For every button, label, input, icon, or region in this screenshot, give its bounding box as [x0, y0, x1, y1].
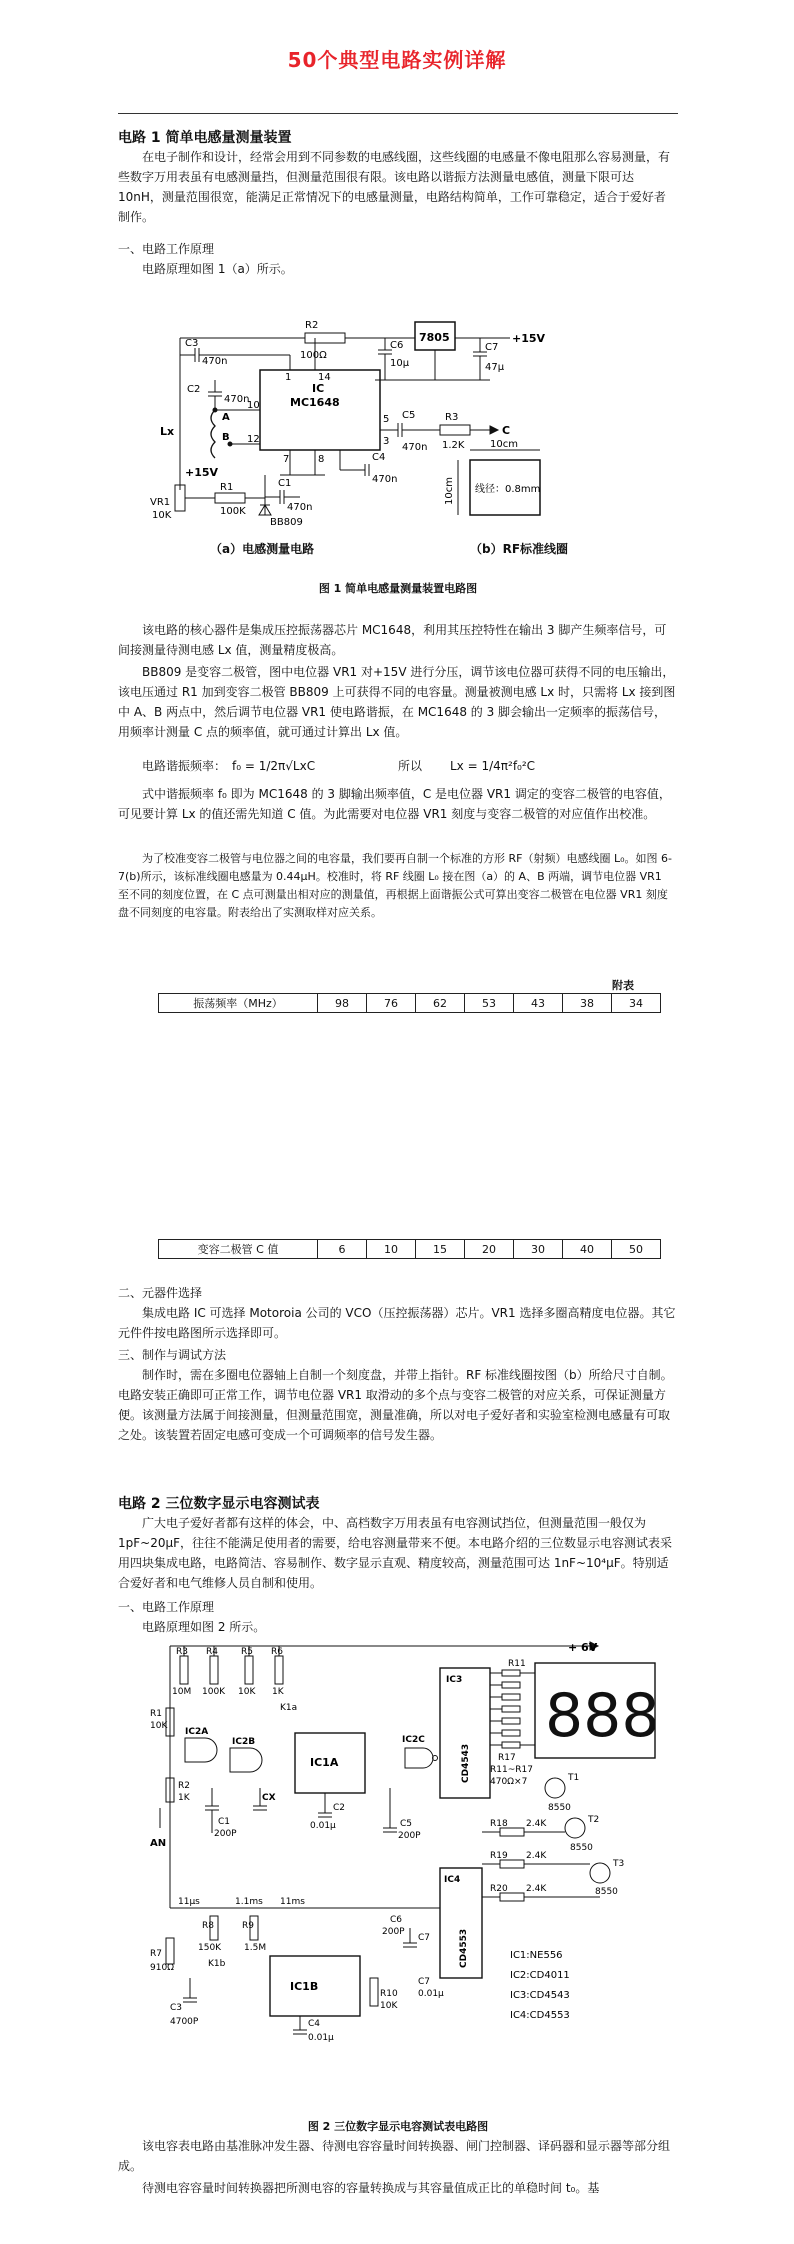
- fig2-r4-value: 100K: [202, 1687, 226, 1697]
- circuit-2-paragraph-2: 待测电容容量时间转换器把所测电容的容量转换成与其容量值成正比的单稳时间 t₀。基: [142, 2181, 600, 2195]
- fig2-r2-value: 1K: [178, 1793, 190, 1803]
- fig2-r3-value: 10M: [172, 1687, 192, 1697]
- table-cell: 34: [612, 994, 661, 1013]
- table-cell: 10: [367, 1240, 416, 1259]
- table-cell: 76: [367, 994, 416, 1013]
- fig2-r9-value: 1.5M: [244, 1943, 267, 1953]
- fig2-r6-label: R6: [271, 1647, 283, 1657]
- table-cell: 50: [612, 1240, 661, 1259]
- fig2-t1-label: T1: [568, 1773, 580, 1783]
- fig1-dim-width: 10cm: [490, 439, 518, 450]
- fig2-t3-label: T3: [613, 1859, 625, 1869]
- fig2-c1-label: C1: [218, 1817, 231, 1827]
- fig2-time-1-1ms: 1.1ms: [235, 1897, 263, 1907]
- fig2-ic3-label: IC3: [446, 1675, 463, 1685]
- table-cell: 振荡频率（MHz）: [159, 994, 318, 1013]
- fig2-r10-value: 10K: [380, 2001, 398, 2011]
- fig1-vr1-value: 10K: [152, 510, 172, 521]
- circuit-1-paragraph-2: BB809 是变容二极管，图中电位器 VR1 对+15V 进行分压，调节该电位器可获得不同的电压输出，该电压通过 R1 加到变容二极管 BB809 上可获得不同的电容量。测量被测电感 Lx 时，只需将 Lx 接到图中 A、B 两点中，然后调节电位器 VR1 使电路谐振，在 MC1648 的 3 脚会输出一定频率的振荡信号，用频率计测量 C 点的频率值，就可通过计算出 Lx 值。: [118, 665, 676, 739]
- circuit-1-intro: 在电子制作和设计，经常会用到不同参数的电感线圈，这些线圈的电感量不像电阻那么容易测量，有些数字万用表虽有电感测量挡，但测量范围很有限。该电路以谐振方法测量电感值，测量下限可达 10nH，测量范围很宽，能满足正常情况下的电感量测量，电路结构简单，工作可靠稳定，适合于爱好者制作。: [118, 150, 671, 224]
- fig1-dim-height: 10cm: [444, 477, 455, 505]
- fig1-lx-label: Lx: [160, 425, 175, 438]
- fig1-c7-label: C7: [485, 342, 499, 353]
- circuit-1-paragraph-6: 制作时，需在多圈电位器轴上自制一个刻度盘，并带上指针。RF 标准线圈按图（b）所给尺寸自制。电路安装正确即可正常工作，调节电位器 VR1 取滑动的多个点与变容二极管的对应关系，可保证测量方便。该测量方法属于间接测量，但测量范围宽，测量准确，所以对电子爱好者和实验室检测电感量有可取之处。该装置若固定电感可变成一个可调频率的信号发生器。: [118, 1368, 673, 1442]
- fig2-r11-label: R11: [508, 1659, 526, 1669]
- fig2-c6-label: C6: [390, 1915, 403, 1925]
- figure-2-caption: 图 2 三位数字显示电容测试表电路图: [307, 2120, 489, 2133]
- table-cell: 38: [563, 994, 612, 1013]
- fig1-pin10: 10: [247, 400, 260, 411]
- fig1-plus15v-top: +15V: [512, 332, 546, 345]
- fig2-r3-label: R3: [176, 1647, 188, 1657]
- figure-1b-label: （b）RF标准线圈: [470, 542, 569, 556]
- fig2-c7-value: 0.01μ: [418, 1989, 444, 1999]
- fig2-cx-label: CX: [262, 1793, 276, 1803]
- fig1-r3-label: R3: [445, 412, 459, 423]
- fig2-c7-label-bottom: C7: [418, 1977, 431, 1987]
- fig1-c6-label: C6: [390, 340, 404, 351]
- fig1-pin8: 8: [318, 454, 325, 465]
- fig2-c1-value: 200P: [214, 1829, 237, 1839]
- fig2-r5-label: R5: [241, 1647, 253, 1657]
- circuit-1-paragraph-1: 该电路的核心器件是集成压控振荡器芯片 MC1648，利用其压控特性在输出 3 脚产生频率信号，可间接测量待测电感 Lx 值，测量精度极高。: [118, 623, 667, 657]
- fig2-ic3-name: CD4543: [461, 1743, 471, 1783]
- circuit-1-paragraph-5: 集成电路 IC 可选择 Motoroia 公司的 VCO（压控振荡器）芯片。VR1 选择多圈高精度电位器。其它元件件按电路图所示选择即可。: [118, 1306, 676, 1340]
- fig1-point-a: A: [222, 412, 230, 423]
- fig1-r2-value: 100Ω: [300, 350, 327, 361]
- fig1-c2-value: 470n: [224, 394, 250, 405]
- fig2-r20-label: R20: [490, 1884, 508, 1894]
- fig2-r18-label: R18: [490, 1819, 508, 1829]
- fig1-pin14: 14: [318, 372, 331, 383]
- formula-label: 电路谐振频率：: [142, 759, 227, 773]
- table-cell: 98: [318, 994, 367, 1013]
- circuit-1-paragraph-3: 式中谐振频率 f₀ 即为 MC1648 的 3 脚输出频率值，C 是电位器 VR1 调定的变容二极管的电容值，可见要计算 Lx 的值还需先知道 C 值。为此需要对电位器 VR1 刻度与变容二极管的对应值作出校准。: [118, 787, 671, 821]
- fig2-t3-value: 8550: [595, 1887, 618, 1897]
- fig1-point-c: C: [502, 424, 511, 437]
- fig1-point-b: B: [222, 432, 230, 443]
- fig1-r2-label: R2: [305, 320, 319, 331]
- fig2-ic2b-label: IC2B: [232, 1737, 256, 1747]
- fig1-r1-value: 100K: [220, 506, 246, 517]
- fig2-ic1a-label: IC1A: [310, 1756, 339, 1769]
- fig2-ic4-name: CD4553: [459, 1928, 469, 1968]
- fig1-vr1-label: VR1: [150, 497, 171, 508]
- fig2-c6-value: 200P: [382, 1927, 405, 1937]
- fig2-ic2a-label: IC2A: [185, 1727, 209, 1737]
- frequency-table-row: [158, 993, 661, 1013]
- circuit-2-section-principle: 一、电路工作原理: [118, 1600, 215, 1614]
- fig2-r11-r17-label: R11~R17: [490, 1765, 533, 1775]
- fig2-ic2c-label: IC2C: [402, 1735, 425, 1745]
- fig2-t1-value: 8550: [548, 1803, 571, 1813]
- fig1-c3-label: C3: [185, 338, 199, 349]
- fig1-pin12: 12: [247, 434, 260, 445]
- fig2-r7-value: 910Ω: [150, 1963, 175, 1973]
- fig2-legend-ic2: IC2:CD4011: [510, 1970, 570, 1981]
- fig2-time-11ms: 11ms: [280, 1897, 305, 1907]
- fig1-plus15v-bottom: +15V: [185, 466, 219, 479]
- fig2-r19-value: 2.4K: [526, 1851, 547, 1861]
- fig1-c3-value: 470n: [202, 356, 228, 367]
- formula-resonance: f₀ = 1/2π√LxC: [232, 759, 316, 773]
- fig2-c5-value: 200P: [398, 1831, 421, 1841]
- formula-so: 所以: [398, 759, 423, 773]
- fig2-r8-value: 150K: [198, 1943, 222, 1953]
- fig2-c4-value: 0.01μ: [308, 2033, 334, 2043]
- fig2-r18-value: 2.4K: [526, 1819, 547, 1829]
- circuit-1-heading: 电路 1 简单电感量测量装置: [118, 130, 292, 146]
- document-title: 50个典型电路实例详解: [287, 48, 507, 72]
- table-cell: 40: [563, 1240, 612, 1259]
- fig1-pin5: 5: [383, 414, 390, 425]
- fig2-r4-label: R4: [206, 1647, 218, 1657]
- fig2-c7-label: C7: [418, 1933, 431, 1943]
- fig2-k1a-label: K1a: [280, 1703, 298, 1713]
- circuit-2-intro: 广大电子爱好者都有这样的体会，中、高档数字万用表虽有电容测试挡位，但测量范围一般仅为 1pF~20μF，往往不能满足使用者的需要，给电容测量带来不便。本电路介绍的三位数显示电容测试表采用四块集成电路，电路简洁、容易制作、数字显示直观、精度较高，测量范围可达 1nF~10⁴μF。特别适合爱好者和电气维修人员自制和使用。: [118, 1516, 673, 1590]
- fig2-r9-label: R9: [242, 1921, 254, 1931]
- circuit-1-figure-ref: 电路原理如图 1（a）所示。: [142, 262, 293, 276]
- table-cell: 53: [465, 994, 514, 1013]
- figure-2-capacitance-meter-circuit: [150, 1638, 670, 2048]
- fig2-r10-label: R10: [380, 1989, 398, 1999]
- title-divider: [118, 113, 678, 114]
- fig1-bb809-label: BB809: [270, 517, 303, 528]
- fig1-regulator-7805: 7805: [419, 331, 450, 344]
- fig2-r5-value: 10K: [238, 1687, 256, 1697]
- fig2-r19-label: R19: [490, 1851, 508, 1861]
- fig1-c2-label: C2: [187, 384, 201, 395]
- table-cell: 变容二极管 C 值: [159, 1240, 318, 1259]
- fig1-c1-label: C1: [278, 478, 292, 489]
- fig2-r2-label: R2: [178, 1781, 190, 1791]
- fig2-time-11us: 11μs: [178, 1897, 200, 1907]
- capacitance-table-row: [158, 1239, 661, 1259]
- figure-1-caption: 图 1 简单电感量测量装置电路图: [318, 582, 478, 595]
- fig1-r3-value: 1.2K: [442, 440, 465, 451]
- fig2-r7-label: R7: [150, 1949, 162, 1959]
- fig2-r20-value: 2.4K: [526, 1884, 547, 1894]
- figure-1a-label: （a）电感测量电路: [210, 542, 315, 556]
- circuit-2-heading: 电路 2 三位数字显示电容测试表: [118, 1496, 320, 1512]
- table-cell: 62: [416, 994, 465, 1013]
- fig2-t2-value: 8550: [570, 1843, 593, 1853]
- formula-inductance: Lx = 1/4π²f₀²C: [450, 759, 536, 773]
- fig2-r6-value: 1K: [272, 1687, 284, 1697]
- table-cell: 15: [416, 1240, 465, 1259]
- fig2-legend-ic3: IC3:CD4543: [510, 1990, 570, 2001]
- fig1-c7-value: 47μ: [485, 362, 505, 373]
- table-cell: 30: [514, 1240, 563, 1259]
- fig2-r1-label: R1: [150, 1709, 162, 1719]
- fig2-c5-label: C5: [400, 1819, 413, 1829]
- fig1-c1-value: 470n: [287, 502, 313, 513]
- circuit-1-paragraph-4: 为了校准变容二极管与电位器之间的电容量，我们要再自制一个标准的方形 RF（射频）电感线圈 L₀。如图 6-7(b)所示，该标准线圈电感量为 0.44μH。校准时，将 RF 线圈 L₀ 接在图（a）的 A、B 两端，调节电位器 VR1 至不同的刻度位置，在 C 点可测量出相对应的测量值，再根据上面谐振公式可算出变容二极管在电位器 VR1 刻度盘不同刻度的电容量。附表给出了实测取样对应关系。: [118, 852, 672, 919]
- circuit-1-section-principle: 一、电路工作原理: [118, 242, 215, 256]
- fig2-r17-label: R17: [498, 1753, 516, 1763]
- fig2-t2-label: T2: [588, 1815, 600, 1825]
- table-title: 附表: [612, 979, 634, 992]
- fig2-an-button: AN: [150, 1838, 167, 1849]
- table-cell: 43: [514, 994, 563, 1013]
- fig2-c2-value: 0.01μ: [310, 1821, 336, 1831]
- fig2-legend-ic4: IC4:CD4553: [510, 2010, 570, 2021]
- fig2-c2-label: C2: [333, 1803, 346, 1813]
- fig1-c4-value: 470n: [372, 474, 398, 485]
- fig1-c6-value: 10μ: [390, 358, 410, 369]
- fig1-c5-label: C5: [402, 410, 416, 421]
- fig2-plus6v: + 6V: [568, 1641, 598, 1654]
- fig1-wire-gauge: 线径：0.8mm: [475, 484, 541, 495]
- circuit-2-figure-ref: 电路原理如图 2 所示。: [142, 1620, 266, 1634]
- fig2-c3-value: 4700P: [170, 2017, 199, 2027]
- figure-1-inductance-circuit: [140, 300, 660, 530]
- fig1-c4-label: C4: [372, 452, 386, 463]
- fig1-pin7: 7: [283, 454, 290, 465]
- fig1-pin1: 1: [285, 372, 292, 383]
- fig1-r1-label: R1: [220, 482, 234, 493]
- circuit-1-section-build: 三、制作与调试方法: [118, 1348, 227, 1362]
- fig2-legend-ic1: IC1:NE556: [510, 1950, 563, 1961]
- fig2-r1-value: 10K: [150, 1721, 168, 1731]
- fig2-r8-label: R8: [202, 1921, 214, 1931]
- table-cell: 20: [465, 1240, 514, 1259]
- fig1-ic-name: MC1648: [290, 396, 340, 409]
- display-digits-icon: 888: [545, 1681, 660, 1751]
- fig2-r11-r17-value: 470Ω×7: [490, 1777, 528, 1787]
- fig1-c5-value: 470n: [402, 442, 428, 453]
- fig1-ic-label: IC: [312, 382, 325, 395]
- fig1-pin3: 3: [383, 436, 390, 447]
- fig2-k1b-label: K1b: [208, 1959, 226, 1969]
- circuit-1-section-components: 二、元器件选择: [118, 1286, 203, 1300]
- fig2-c3-label: C3: [170, 2003, 183, 2013]
- fig2-ic4-label: IC4: [444, 1875, 461, 1885]
- table-cell: 6: [318, 1240, 367, 1259]
- circuit-2-paragraph-1: 该电容表电路由基准脉冲发生器、待测电容容量时间转换器、闸门控制器、译码器和显示器等部分组成。: [118, 2139, 671, 2173]
- fig2-c4-label: C4: [308, 2019, 321, 2029]
- fig2-ic1b-label: IC1B: [290, 1980, 319, 1993]
